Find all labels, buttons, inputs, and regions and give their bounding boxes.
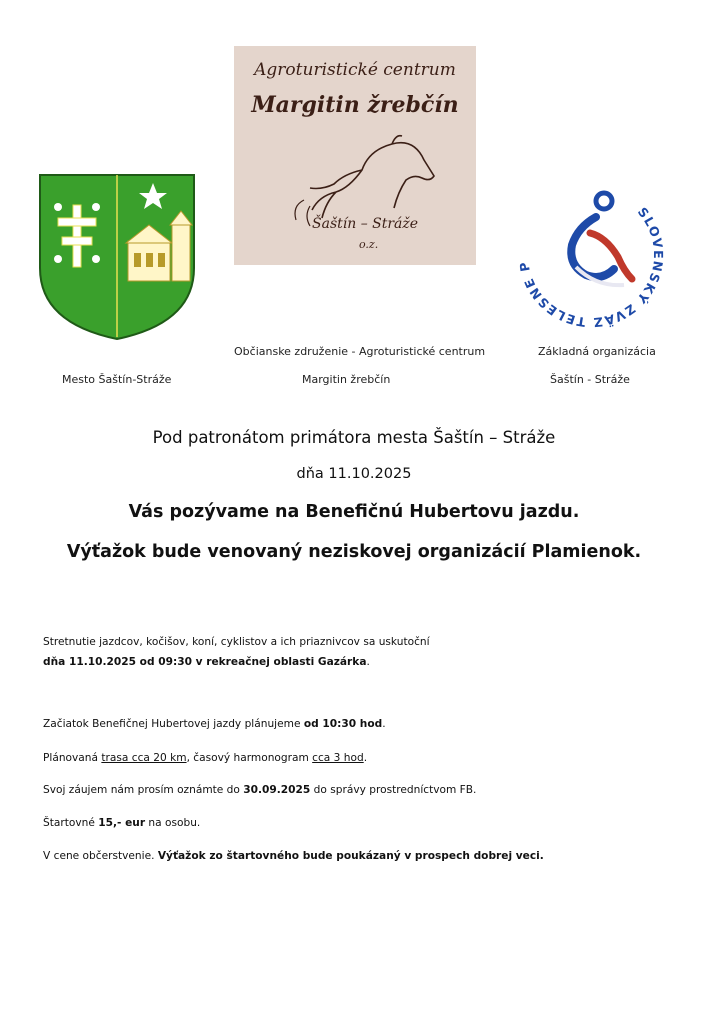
agro-caption-line2: Margitin žrebčín xyxy=(302,373,391,386)
agro-logo-line2: Margitin žrebčín xyxy=(251,92,459,118)
agro-caption-line1: Občianske združenie - Agroturistické centrum xyxy=(234,345,486,358)
meeting-paragraph-line2: dňa 11.10.2025 od 09:30 v rekreačnej oblasti Gazárka. xyxy=(43,656,370,668)
agro-logo-line1: Agroturistické centrum xyxy=(254,60,456,80)
refreshment-paragraph: V cene občerstvenie. Výťažok zo štartovného bude poukázaný v prospech dobrej veci. xyxy=(43,850,544,862)
meeting-paragraph-line1: Stretnutie jazdcov, kočišov, koní, cyklistov a ich priaznivcov sa uskutoční xyxy=(43,636,430,648)
szp-ring-text: SLOVENSKÝ ZVÄZ TELESNE P xyxy=(516,204,667,331)
registration-paragraph: Svoj záujem nám prosím oznámte do 30.09.2025 do správy prostredníctvom FB. xyxy=(43,784,477,796)
agro-logo-line3: Šaštín – Stráže xyxy=(312,216,419,232)
agro-centre-logo xyxy=(234,46,476,265)
invitation-heading: Vás pozývame na Benefičnú Hubertovu jazdu. xyxy=(128,502,580,522)
event-date: dňa 11.10.2025 xyxy=(296,466,412,482)
horse-head-icon xyxy=(274,130,439,230)
start-time-paragraph: Začiatok Benefičnej Hubertovej jazdy plánujeme od 10:30 hod. xyxy=(43,718,386,730)
szp-caption-line1: Základná organizácia xyxy=(538,345,656,358)
patronage-line: Pod patronátom primátora mesta Šaštín – Stráže xyxy=(152,428,556,447)
town-caption: Mesto Šaštín-Stráže xyxy=(62,373,172,386)
szp-logo xyxy=(506,175,676,335)
agro-logo-line4: o.z. xyxy=(359,238,379,251)
person-head-icon xyxy=(596,193,612,209)
proceeds-heading: Výťažok bude venovaný neziskovej organizácií Plamienok. xyxy=(66,542,642,562)
route-paragraph: Plánovaná trasa cca 20 km, časový harmonogram cca 3 hod. xyxy=(43,752,368,764)
fee-paragraph: Štartovné 15,- eur na osobu. xyxy=(43,817,201,829)
szp-caption-line2: Šaštín - Stráže xyxy=(550,373,630,386)
town-coat-of-arms xyxy=(38,173,196,341)
